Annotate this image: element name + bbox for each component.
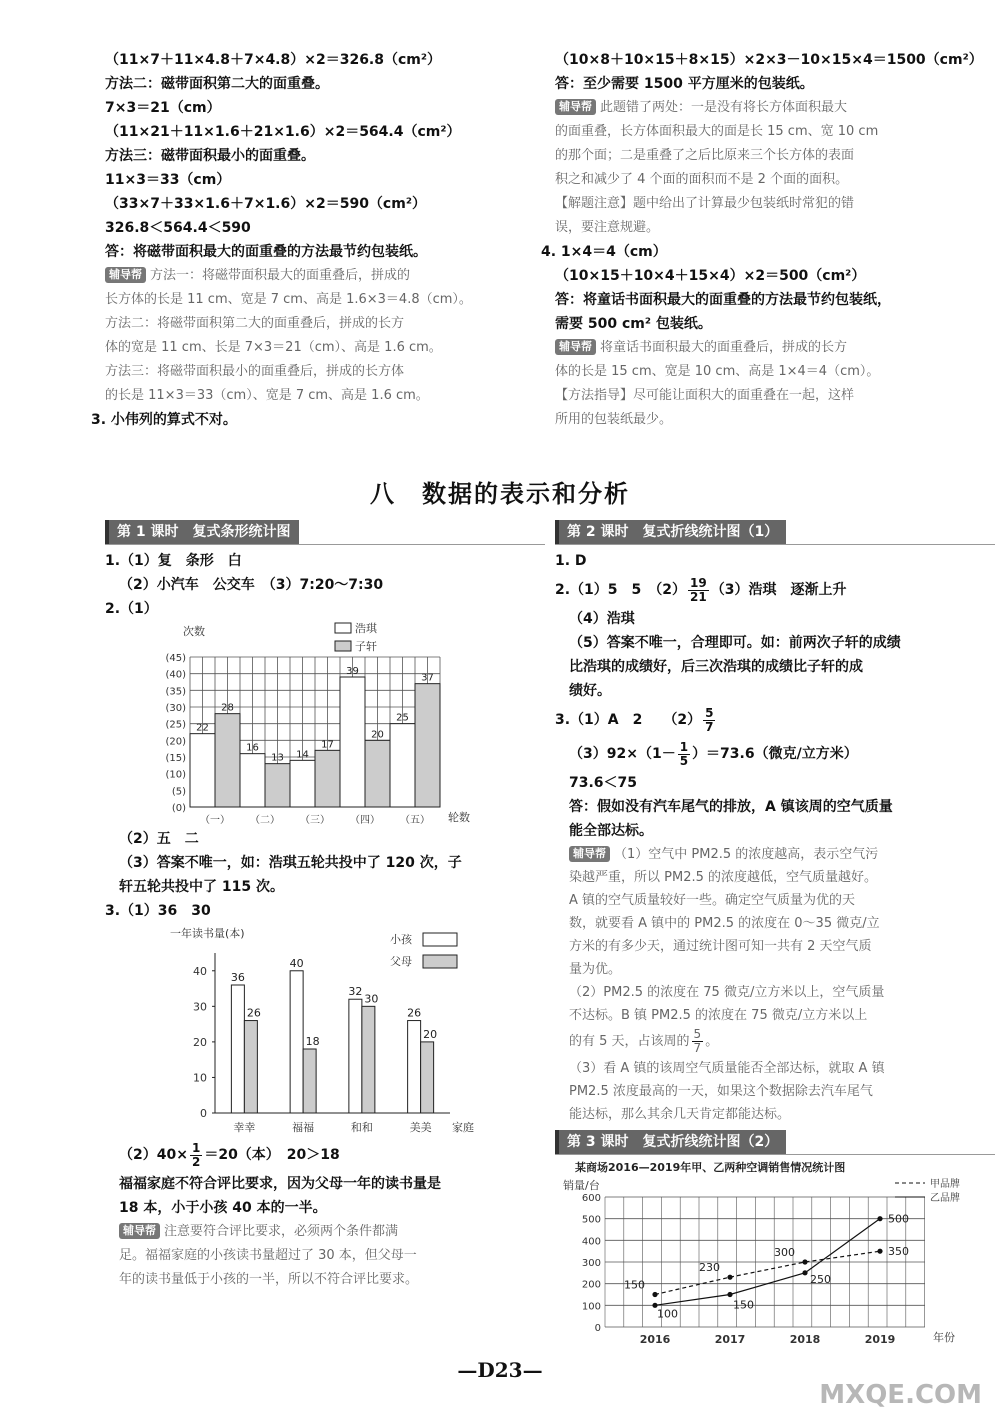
y-tick-label: (15) xyxy=(165,753,186,764)
calc-line: （10×8＋10×15＋8×15）×2×3－10×15×4＝1500（cm²） xyxy=(555,52,983,68)
legend-label: 小孩 xyxy=(390,933,412,946)
bar xyxy=(244,1021,257,1113)
y-axis-label: 次数 xyxy=(183,625,205,638)
tutor-tag: 辅导帮 xyxy=(105,267,146,283)
note-line: 将童话书面积最大的面重叠后，拼成的长方 xyxy=(600,340,848,355)
answer-line: 3.（1）36 30 xyxy=(105,903,211,919)
calc-line: （11×7＋11×4.8＋7×4.8）×2＝326.8（cm²） xyxy=(105,52,442,68)
note-line: 的有 5 天，占该周的 xyxy=(569,1034,690,1049)
page-number: —D23— xyxy=(457,1358,543,1382)
answer-line: （2）小汽车 公交车 （3）7:20～7:30 xyxy=(119,577,384,593)
data-label: 39 xyxy=(346,666,359,677)
answer-line xyxy=(555,737,995,771)
tutor-tag: 辅导帮 xyxy=(569,846,610,862)
x-tick-label: （一） xyxy=(200,815,230,826)
answer-line: 绩好。 xyxy=(569,683,611,699)
note-line: 误，要注意规避。 xyxy=(555,220,660,235)
answer-line: 答：将童话书面积最大的面重叠的方法最节约包装纸， xyxy=(555,292,891,308)
x-axis-label: 家庭 xyxy=(452,1121,474,1134)
answer-line: 福福家庭不符合评比要求，因为父母一年的读书量是 xyxy=(119,1176,441,1192)
y-tick-label: 300 xyxy=(581,1258,601,1269)
x-tick-label: 幸幸 xyxy=(233,1121,256,1134)
numerator: 5 xyxy=(693,1027,702,1041)
legend-swatch xyxy=(423,933,457,946)
fraction xyxy=(688,577,709,604)
data-label: 25 xyxy=(396,712,409,724)
y-tick-label: (20) xyxy=(165,736,186,748)
data-label: 26 xyxy=(407,1006,422,1020)
calc-line: （33×7＋33×1.6＋7×1.6）×2＝590（cm²） xyxy=(105,196,426,212)
answer-line: 答：将磁带面积最大的面重叠的方法最节约包装纸。 xyxy=(105,244,427,260)
expr-text: 2.（1）5 5 （2） xyxy=(555,582,687,598)
note-line: 方米的有多少天，通过统计图可知一共有 2 天空气质 xyxy=(569,939,872,954)
bar xyxy=(365,740,390,807)
y-axis-label: 一年读书量(本) xyxy=(170,927,245,940)
x-tick-label: 2018 xyxy=(789,1333,821,1346)
note-line: 【解题注意】题中给出了计算最少包装纸时常犯的错 xyxy=(555,196,855,211)
note-line: 体的长是 15 cm、宽是 10 cm、高是 1×4＝4（cm）。 xyxy=(555,364,880,379)
answer-line: 73.6＜75 xyxy=(569,775,638,791)
note-line: A 镇的空气质量较好一些。确定空气质量为优的天 xyxy=(569,893,856,908)
calc-line: 11×3＝33（cm） xyxy=(105,172,231,188)
data-point xyxy=(727,1275,732,1280)
note-line: （2）PM2.5 的浓度在 75 微克/立方米以上，空气质量 xyxy=(569,985,885,1000)
bar xyxy=(415,684,440,807)
data-label: 13 xyxy=(271,752,284,764)
note-line: 数，就要看 A 镇中的 PM2.5 的浓度在 0～35 微克/立 xyxy=(569,916,880,931)
tutor-note xyxy=(105,1220,545,1292)
calc-line: 方法二：磁带面积第二大的面重叠。 xyxy=(105,76,329,92)
x-tick-label: 和和 xyxy=(350,1121,373,1134)
denominator: 2 xyxy=(191,1154,201,1169)
data-label: 230 xyxy=(699,1261,720,1275)
tutor-note: 辅导帮 （1）空气中 PM2.5 的浓度越高，表示空气污 染越严重，所以 PM2.5 的浓度越低，空气质量越好。 A 镇的空气质量较好一些。确定空气质量为优的天 数，就要看 A 镇中的 PM2.5 的浓度在 0～35 微克/立 方米的有多少天，通过统计图可知一共有 2 天空气质 量为优。 （2）PM2.5 的浓度在 75 微克/立方米以上，空气质量 不达标。B 镇 PM2.5 的浓度在 75 微克/立方米以上 的有 5 天，占该周的 $\frac{5}{7}$ 。 （3）看 A 镇的该周空气质量能否全部达标，就取 A 镇 PM2.5 浓度最高的一天，如果这个数据除去汽车尾气 能达标，那么其余几天肯定都能达标。 xyxy=(555,843,995,1126)
note-line: 不达标。B 镇 PM2.5 的浓度在 75 微克/立方米以上 xyxy=(569,1008,868,1023)
x-tick-label: 美美 xyxy=(409,1121,432,1134)
data-label: 37 xyxy=(421,672,434,684)
numerator: 1 xyxy=(679,739,689,754)
lesson-title: 第 3 课时 复式折线统计图（2） xyxy=(555,1130,786,1154)
bar xyxy=(240,754,265,807)
bar xyxy=(215,714,240,807)
data-label: 17 xyxy=(321,739,334,751)
calc-line: （11×21＋11×1.6＋21×1.6）×2＝564.4（cm²） xyxy=(105,124,461,140)
data-label: 30 xyxy=(364,992,379,1006)
tutor-tag: 辅导帮 xyxy=(555,99,596,115)
y-tick-label: (35) xyxy=(165,686,186,698)
series-line xyxy=(655,1251,880,1294)
legend-swatch xyxy=(335,623,351,633)
bar xyxy=(231,985,244,1113)
tutor-note xyxy=(105,264,545,408)
x-tick-label: （三） xyxy=(300,815,330,826)
bar xyxy=(390,724,415,807)
y-tick-label: 0 xyxy=(594,1323,601,1334)
chart-ac-sales xyxy=(555,1159,995,1354)
data-label: 22 xyxy=(196,722,209,734)
expr-text: ）＝73.6（微克/立方米） xyxy=(692,746,858,762)
data-label: 28 xyxy=(221,702,234,714)
data-label: 14 xyxy=(296,749,309,761)
fraction xyxy=(678,741,690,768)
x-tick-label: （五） xyxy=(400,815,430,826)
x-tick-label: （四） xyxy=(350,815,380,826)
note-line: 积之和减少了 4 个面的面积而不是 2 个面的面积。 xyxy=(555,172,849,187)
note-line: 【方法指导】尽可能让面积大的面重叠在一起，这样 xyxy=(555,388,855,403)
answer-line: 轩五轮共投中了 115 次。 xyxy=(119,879,284,895)
y-tick-label: 30 xyxy=(193,1000,207,1014)
y-tick-label: 500 xyxy=(581,1214,601,1226)
data-label: 18 xyxy=(305,1035,320,1048)
x-tick-label: 2017 xyxy=(714,1333,746,1346)
note-line: 能达标，那么其余几天肯定都能达标。 xyxy=(569,1107,791,1122)
note-line: 方法一：将磁带面积最大的面重叠后，拼成的 xyxy=(150,268,411,283)
answer-line: 1. D xyxy=(555,553,587,569)
bar xyxy=(290,971,303,1113)
calc-line: （10×15＋10×4＋15×4）×2＝500（cm²） xyxy=(555,268,866,284)
note-line: 方法二：将磁带面积第二大的面重叠后，拼成的长方 xyxy=(105,316,405,331)
answer-line: 1.（1）复 条形 白 xyxy=(105,553,242,569)
data-point xyxy=(802,1259,807,1264)
bar xyxy=(315,750,340,807)
note-line: 长方体的长是 11 cm、宽是 7 cm、高是 1.6×3＝4.8（cm）。 xyxy=(105,292,472,307)
data-label: 500 xyxy=(888,1212,909,1226)
legend-label: 甲品牌 xyxy=(930,1179,960,1190)
note-line: 注意要符合评比要求，必须两个条件都满 xyxy=(164,1224,399,1239)
y-tick-label: (5) xyxy=(171,786,186,798)
note-line: 此题错了两处：一是没有将长方体面积最大 xyxy=(600,100,848,115)
question-3: 3. 小伟列的算式不对。 xyxy=(91,412,237,428)
note-line: （1）空气中 PM2.5 的浓度越高，表示空气污 xyxy=(614,847,879,862)
x-axis-label: 轮数 xyxy=(448,811,470,824)
x-tick-label: （二） xyxy=(250,815,280,826)
numerator: 1 xyxy=(191,1140,201,1155)
answer-line xyxy=(105,1138,545,1172)
answer-line: （5）答案不唯一，合理即可。如：前两次子轩的成绩 xyxy=(569,635,901,651)
y-tick-label: 0 xyxy=(200,1107,207,1120)
tutor-tag: 辅导帮 xyxy=(119,1223,160,1239)
fraction xyxy=(692,1028,704,1055)
question-4: 4. 1×4＝4（cm） xyxy=(541,244,667,260)
numerator: 19 xyxy=(690,575,707,590)
expr-text: 3.（1）A 2 （2） xyxy=(555,712,702,728)
data-label: 16 xyxy=(246,742,259,754)
top-left-column xyxy=(91,48,545,432)
data-label: 350 xyxy=(888,1245,909,1259)
note-line: 足。福福家庭的小孩读书量超过了 30 本，但父母一 xyxy=(119,1248,417,1263)
answer-line: 答：假如没有汽车尾气的排放，A 镇该周的空气质量 xyxy=(569,799,893,815)
note-line: 的那个面；二是重叠了之后比原来三个长方体的表面 xyxy=(555,148,855,163)
bar xyxy=(190,734,215,807)
bar xyxy=(340,677,365,807)
answer-line: 18 本，小于小孩 40 本的一半。 xyxy=(119,1200,327,1216)
legend-label: 浩琪 xyxy=(355,622,377,635)
tutor-note xyxy=(555,96,995,240)
note-line: 所用的包装纸最少。 xyxy=(555,412,673,427)
bar xyxy=(349,999,362,1113)
lesson-title: 第 1 课时 复式条形统计图 xyxy=(105,520,299,544)
chart-title: 某商场2016—2019年甲、乙两种空调销售情况统计图 xyxy=(575,1161,846,1174)
top-right-column xyxy=(541,48,995,432)
data-label: 300 xyxy=(774,1246,795,1259)
data-point xyxy=(802,1270,807,1275)
denominator: 5 xyxy=(679,753,689,768)
data-label: 150 xyxy=(624,1278,645,1292)
data-label: 250 xyxy=(810,1272,831,1286)
watermark: MXQE.COM xyxy=(819,1380,982,1410)
note-line: 方法三：将磁带面积最小的面重叠后，拼成的长方体 xyxy=(105,364,405,379)
answer-line: 答：至少需要 1500 平方厘米的包装纸。 xyxy=(555,76,814,92)
data-point xyxy=(727,1292,732,1297)
y-axis-label: 销量/台 xyxy=(563,1179,600,1192)
note-line: PM2.5 浓度最高的一天，如果这个数据除去汽车尾气 xyxy=(569,1084,873,1099)
y-tick-label: (10) xyxy=(165,769,186,781)
data-label: 32 xyxy=(348,985,363,999)
note-line: 量为优。 xyxy=(569,962,622,977)
data-label: 20 xyxy=(423,1027,438,1041)
legend-swatch xyxy=(423,955,457,968)
legend-swatch xyxy=(335,641,351,651)
data-label: 26 xyxy=(246,1006,261,1020)
y-tick-label: 400 xyxy=(581,1236,601,1248)
data-point xyxy=(877,1216,882,1221)
section-title: 八 数据的表示和分析 xyxy=(370,479,630,508)
legend-label: 乙品牌 xyxy=(930,1193,960,1204)
y-tick-label: 10 xyxy=(193,1071,207,1085)
x-axis-label: 年份 xyxy=(933,1331,955,1344)
tutor-note xyxy=(555,336,995,432)
bar xyxy=(290,760,315,807)
data-label: 40 xyxy=(289,956,304,970)
y-tick-label: 20 xyxy=(193,1035,207,1049)
calc-line: 326.8＜564.4＜590 xyxy=(105,220,251,236)
expr-text: （3）92×（1－ xyxy=(569,746,676,762)
data-label: 20 xyxy=(371,729,384,741)
bar xyxy=(421,1042,434,1113)
expr-text: （3）浩琪 逐渐上升 xyxy=(710,582,847,598)
legend-label: 子轩 xyxy=(355,640,377,653)
answer-line: 能全部达标。 xyxy=(569,823,653,839)
chart-throws xyxy=(105,617,525,827)
bar xyxy=(265,764,290,807)
y-tick-label: (0) xyxy=(171,803,186,814)
data-point xyxy=(877,1249,882,1254)
answer-line: （3）答案不唯一，如：浩琪五轮共投中了 120 次，子 xyxy=(119,855,462,871)
answer-line: （2）五 二 xyxy=(119,831,199,847)
note-line: 的面重叠，长方体面积最大的面是长 15 cm、宽 10 cm xyxy=(555,124,879,139)
chart-reading xyxy=(105,923,525,1138)
numerator: 5 xyxy=(705,705,714,720)
answer-line: 2.（1） xyxy=(105,601,158,617)
denominator: 7 xyxy=(705,719,714,734)
legend-label: 父母 xyxy=(390,955,412,968)
y-tick-label: 200 xyxy=(581,1279,601,1291)
data-label: 150 xyxy=(733,1298,754,1312)
answer-line xyxy=(555,703,995,737)
note-line: 的长是 11×3＝33（cm）、宽是 7 cm、高是 1.6 cm。 xyxy=(105,388,429,403)
bar xyxy=(408,1021,421,1113)
y-tick-label: (25) xyxy=(165,719,186,731)
expr-text: ＝20（本） 20＞18 xyxy=(204,1147,340,1163)
x-tick-label: 2019 xyxy=(864,1333,896,1346)
denominator: 7 xyxy=(693,1041,702,1055)
y-tick-label: (45) xyxy=(165,653,186,664)
answer-line: （4）浩琪 xyxy=(569,611,635,627)
data-label: 100 xyxy=(657,1307,678,1321)
y-tick-label: (40) xyxy=(165,669,186,681)
answer-line: 比浩琪的成绩好，后三次浩琪的成绩比子轩的成 xyxy=(569,659,863,675)
calc-line: 方法三：磁带面积最小的面重叠。 xyxy=(105,148,315,164)
expr-text: （2）40× xyxy=(119,1147,188,1163)
lesson-1 xyxy=(105,520,545,1292)
x-tick-label: 2016 xyxy=(639,1333,671,1346)
lesson-title: 第 2 课时 复式折线统计图（1） xyxy=(555,520,786,544)
y-tick-label: 100 xyxy=(581,1301,601,1313)
data-label: 36 xyxy=(230,971,245,984)
note-line: 染越严重，所以 PM2.5 的浓度越低，空气质量越好。 xyxy=(569,870,877,885)
bar xyxy=(362,1006,375,1113)
y-tick-label: 40 xyxy=(193,964,207,978)
answer-line xyxy=(555,573,995,607)
answer-line: 需要 500 cm² 包装纸。 xyxy=(555,316,712,332)
lesson-2 xyxy=(555,520,995,1354)
note-line: （3）看 A 镇的该周空气质量能否全部达标，就取 A 镇 xyxy=(569,1061,885,1076)
fraction xyxy=(190,1142,202,1169)
y-tick-label: (30) xyxy=(165,703,186,714)
calc-line: 7×3＝21（cm） xyxy=(105,100,221,116)
note-line: 体的宽是 11 cm、长是 7×3＝21（cm）、高是 1.6 cm。 xyxy=(105,340,442,355)
note-line: 年的读书量低于小孩的一半，所以不符合评比要求。 xyxy=(119,1272,419,1287)
tutor-tag: 辅导帮 xyxy=(555,339,596,355)
bar xyxy=(303,1049,316,1113)
fraction xyxy=(703,707,715,734)
data-point xyxy=(652,1292,657,1297)
x-tick-label: 福福 xyxy=(292,1121,315,1134)
denominator: 21 xyxy=(690,589,707,604)
y-tick-label: 600 xyxy=(581,1193,601,1204)
